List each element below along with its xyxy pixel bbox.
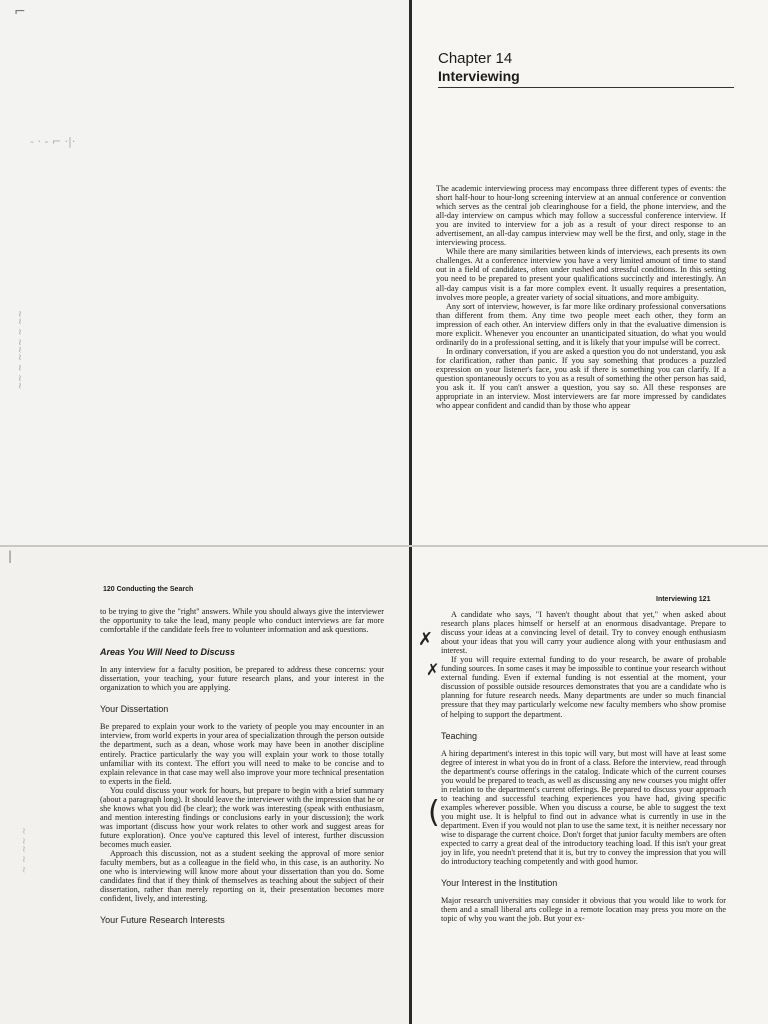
handwritten-bracket-mark: ( — [428, 795, 440, 830]
chapter-rule — [438, 87, 734, 88]
margin-mark-bl: | — [8, 549, 13, 563]
scan-divider — [0, 545, 768, 547]
margin-mark-top: ⌐ — [14, 4, 26, 20]
page-bottom-right — [412, 547, 768, 1024]
running-head-right: Interviewing 121 — [656, 596, 711, 603]
chapter-title: Interviewing — [438, 68, 520, 84]
book-gutter — [409, 0, 412, 1024]
faint-ink-marks: - · - ⌐ ·|· — [30, 135, 76, 148]
paragraph: You could discuss your work for hours, but prepare to begin with a brief summary (about a paragraph long). It should leave the interviewer with the impression that he or she knows what you did (be clear); the work was interesting (speak with enthusiasm, and mention interesting findings or conclusions early in your discussion); the work was important (discuss how your work relates to other work and suggest areas for future exploration). Once you've captured this level of interest, further discussion becomes much easier. — [100, 785, 384, 849]
handwritten-x-mark: ✗ — [418, 629, 434, 650]
section-heading: Areas You Will Need to Discuss — [100, 647, 235, 658]
subheading-institution: Your Interest in the Institution — [441, 878, 558, 889]
paragraph: In ordinary conversation, if you are asked a question you do not understand, you ask for clarification, rather than panic. If you say something that produces a puzzled expression on your listener's face, you ask if there is something you can clarify. If a question spontaneously occurs to you as a result of something the other person has said, you ask it. If you can't answer a question, you say so. All these responses are appropriate in an interview. Most interviewers are far more impressed by candidates who appear confident and candid than by those who appear — [436, 346, 726, 411]
paragraph: A candidate who says, "I haven't thought about that yet," when asked about research plans places himself or herself at an enormous disadvantage. Prepare to discuss your ideas at a convincing level of detail. Try to convey enough enthusiasm about your ideas that you will carry your audience along with your enthusiasm and interest. — [441, 610, 726, 656]
page-121-body — [441, 610, 726, 923]
subheading-future-research: Your Future Research Interests — [100, 915, 225, 926]
chapter-body — [436, 184, 726, 410]
paragraph: Major research universities may consider it obvious that you would like to work for them and a small liberal arts college in a remote location may press you more on the topic of why you want the job. But your ex- — [441, 896, 726, 924]
running-head-left: 120 Conducting the Search — [103, 586, 194, 593]
chapter-label: Chapter 14 — [438, 50, 513, 67]
blank-page-top-left — [0, 0, 410, 545]
subheading-teaching: Teaching — [441, 730, 478, 741]
page-bottom-left — [0, 547, 410, 1024]
paragraph: The academic interviewing process may encompass three different types of events: the short half-hour to hour-long screening interview at an annual conference or convention which serves as the central job clearinghouse for a field, the phone interview, and the all-day interview on campus which may follow a successful conference interview. If you are invited to interview for a job as a result of your direct response to an advertisement, an all-day campus interview may well be the first, and only, stage in the interviewing process. — [436, 184, 726, 248]
paragraph: If you will require external funding to do your research, be aware of probable funding sources. In some cases it may be impossible to continue your research without external funding. Even if external funding is not essential at the moment, your discussion of possible outside resources demonstrates that you are a candidate who is planning for future research needs. Many departments are under so much financial pressure that they may particularly welcome new faculty members who show promise of helping to support the department. — [441, 655, 726, 719]
paragraph: A hiring department's interest in this topic will vary, but most will have at least some degree of interest in what you do in front of a class. Before the interview, read through the department's course offerings in the catalog. Indicate which of the current courses you would be prepared to teach, as well as discussing any new courses you might offer in relation to the department's current offerings. Be prepared to discuss your approach to teaching and successful teaching experiences you have had, giving specific examples wherever possible. When you discuss a course, be able to suggest the text you might use. It is helpful to find out in advance what is currently in use in the department. Even if you would not plan to use the same text, it is neither necessary nor wise to disparage the current choice. Don't forget that junior faculty members are often expected to carry a great deal of the introductory teaching load. If this isn't your great joy in life, you needn't pretend that it is, but try to convey the impression that you will do introductory teaching competently and with good humor. — [441, 748, 726, 867]
paragraph: to be trying to give the "right" answers. While you should always give the interviewer the opportunity to take the lead, many people who conduct interviews are far more comfortable if the candidate feels free to volunteer information and ask questions. — [100, 607, 384, 635]
handwritten-x-mark: ✗ — [426, 660, 440, 679]
paragraph: Approach this discussion, not as a student seeking the approval of more senior faculty members, but as a colleague in the field who, in this case, is an authority. No one who is interviewing will know more about your dissertation than you do. Some candidates find that if they think of themselves as teaching about the subject of their dissertation, rather than merely reporting on it, their presentation becomes more confident, lively, and interesting. — [100, 849, 384, 904]
faint-handwriting-vertical: ~~ ~ ~~~ ~ ~~ — [14, 310, 24, 390]
paragraph: Be prepared to explain your work to the variety of people you may encounter in an interview, from world experts in your area of specialization through the person outside the department, such as a dean, whose work may have been in another discipline entirely. Practice particularly the way you will explain your work to those totally unfamiliar with its context. The effort you will need to make to be concise and to explain relevance in that case may well also improve your more technical presentation to experts in the field. — [100, 722, 384, 786]
paragraph: Any sort of interview, however, is far more like ordinary professional conversations than different from them. Any time two people meet each other, they form an impression of each other. An interview differs only in that the evaluative dimension is more explicit. Whenever you encounter an unanticipated situation, do what you would ordinarily do in a professional setting, and it is likely that your impulse will be correct. — [436, 301, 726, 347]
faint-handwriting-bl: ~ ~~ ~ ~ — [18, 827, 28, 874]
paragraph: In any interview for a faculty position, be prepared to address these concerns: your dissertation, your teaching, your future research plans, and your interest in the organization to which you are applying. — [100, 665, 384, 693]
page-120-body — [100, 607, 384, 933]
paragraph: While there are many similarities between kinds of interviews, each presents its own challenges. At a conference interview you have a very limited amount of time to stand out in a field of candidates, often under rushed and stressful conditions. In this setting you need to be prepared to present your qualifications succinctly and interestingly. An all-day campus visit is a far more complex event. It usually requires a presentation, involves more people, a greater variety of social situations, and more ambiguity. — [436, 247, 726, 302]
subheading-dissertation: Your Dissertation — [100, 704, 169, 715]
page-top-right — [412, 0, 768, 545]
